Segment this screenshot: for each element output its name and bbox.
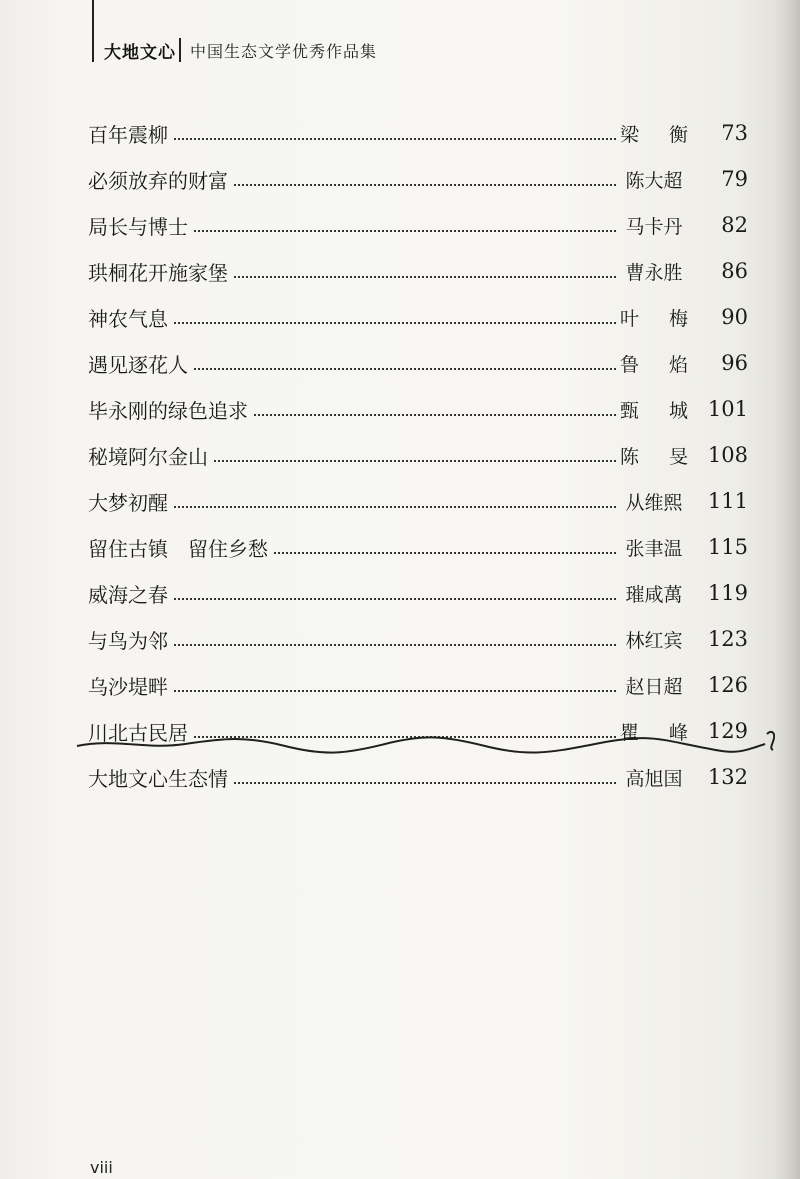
page-number: viii <box>90 1158 113 1177</box>
toc-dot-leader <box>194 368 616 370</box>
toc-entry <box>88 478 748 524</box>
running-head-book-title: 大地文心 <box>104 43 176 63</box>
toc-entry-title: 乌沙堤畔 <box>88 674 168 699</box>
running-head-divider <box>179 38 181 62</box>
toc-entry-author: 鲁 焰 <box>620 353 688 376</box>
header-vertical-rule <box>92 0 94 62</box>
toc-entry-title: 秘境阿尔金山 <box>88 444 208 469</box>
toc-entry <box>88 156 748 202</box>
toc-entry-title: 大梦初醒 <box>88 490 168 515</box>
toc-entry-title: 与鸟为邻 <box>88 628 168 653</box>
toc-entry-title: 神农气息 <box>88 306 168 331</box>
toc-entry-page: 132 <box>707 765 748 789</box>
toc-entry-author: 马卡丹 <box>625 215 683 238</box>
toc-dot-leader <box>254 414 616 416</box>
toc-dot-leader <box>194 230 616 232</box>
toc-entry-page: 111 <box>707 489 748 513</box>
toc-dot-leader <box>234 782 616 784</box>
toc-entry-author: 高旭国 <box>625 767 683 790</box>
toc-entry <box>88 294 748 340</box>
toc-entry <box>88 524 748 570</box>
toc-entry <box>88 248 748 294</box>
toc-entry <box>88 110 748 156</box>
toc-entry-page: 86 <box>721 259 748 283</box>
toc-entry-page: 79 <box>721 167 748 191</box>
toc-entry-page: 123 <box>707 627 748 651</box>
toc-entry-title: 必须放弃的财富 <box>88 168 228 193</box>
toc-entry-title: 百年震柳 <box>88 122 168 147</box>
toc-dot-leader <box>234 276 616 278</box>
toc-entry-title: 威海之春 <box>88 582 168 607</box>
toc-dot-leader <box>274 552 616 554</box>
toc-entry-author: 梁 衡 <box>620 123 688 146</box>
toc-entry-author: 陈大超 <box>625 169 683 192</box>
toc-entry <box>88 662 748 708</box>
binding-shadow <box>774 0 800 1179</box>
toc-entry-page: 115 <box>707 535 748 559</box>
toc-dot-leader <box>174 138 616 140</box>
toc-entry <box>88 386 748 432</box>
toc-entry-author: 从维熙 <box>625 491 683 514</box>
toc-entry <box>88 432 748 478</box>
toc-entry <box>88 202 748 248</box>
toc-entry <box>88 616 748 662</box>
toc-entry <box>88 340 748 386</box>
toc-entry-author: 张聿温 <box>625 537 683 560</box>
toc-entry-page: 96 <box>721 351 748 375</box>
toc-entry-page: 126 <box>707 673 748 697</box>
toc-entry-page: 73 <box>721 121 748 145</box>
toc-entry-author: 陈 旻 <box>620 445 688 468</box>
toc-dot-leader <box>174 598 616 600</box>
toc-entry-title: 大地文心生态情 <box>88 766 228 791</box>
running-head-subtitle: 中国生态文学优秀作品集 <box>190 42 378 61</box>
toc-entry-author: 瞿 峰 <box>620 721 688 744</box>
toc-entry-author: 璀咸萬 <box>625 583 683 606</box>
toc-entry-author: 曹永胜 <box>625 261 683 284</box>
toc-entry-author: 甄 城 <box>620 399 688 422</box>
toc-entry-author: 林红宾 <box>625 629 683 652</box>
toc-entry-page: 82 <box>721 213 748 237</box>
toc-entry-title: 川北古民居 <box>88 720 188 745</box>
toc-entry-page: 119 <box>707 581 748 605</box>
toc-entry-author: 赵日超 <box>625 675 683 698</box>
toc-dot-leader <box>174 322 616 324</box>
toc-entry-page: 101 <box>707 397 748 421</box>
toc-dot-leader <box>174 644 616 646</box>
toc-entry-title: 珙桐花开施家堡 <box>88 260 228 285</box>
toc-entry-title: 遇见逐花人 <box>88 352 188 377</box>
toc-entry-title: 毕永刚的绿色追求 <box>88 398 248 423</box>
toc-dot-leader <box>214 460 616 462</box>
toc-dot-leader <box>174 506 616 508</box>
toc-dot-leader <box>174 690 616 692</box>
toc-entry-title: 局长与博士 <box>88 214 188 239</box>
table-of-contents <box>88 110 748 800</box>
toc-entry-page: 90 <box>721 305 748 329</box>
toc-entry-title: 留住古镇 留住乡愁 <box>88 536 268 561</box>
toc-entry-page: 129 <box>707 719 748 743</box>
toc-entry-page: 108 <box>707 443 748 467</box>
toc-dot-leader <box>234 184 616 186</box>
toc-entry-author: 叶 梅 <box>620 307 688 330</box>
toc-entry <box>88 570 748 616</box>
handwritten-wavy-underline <box>75 724 775 764</box>
